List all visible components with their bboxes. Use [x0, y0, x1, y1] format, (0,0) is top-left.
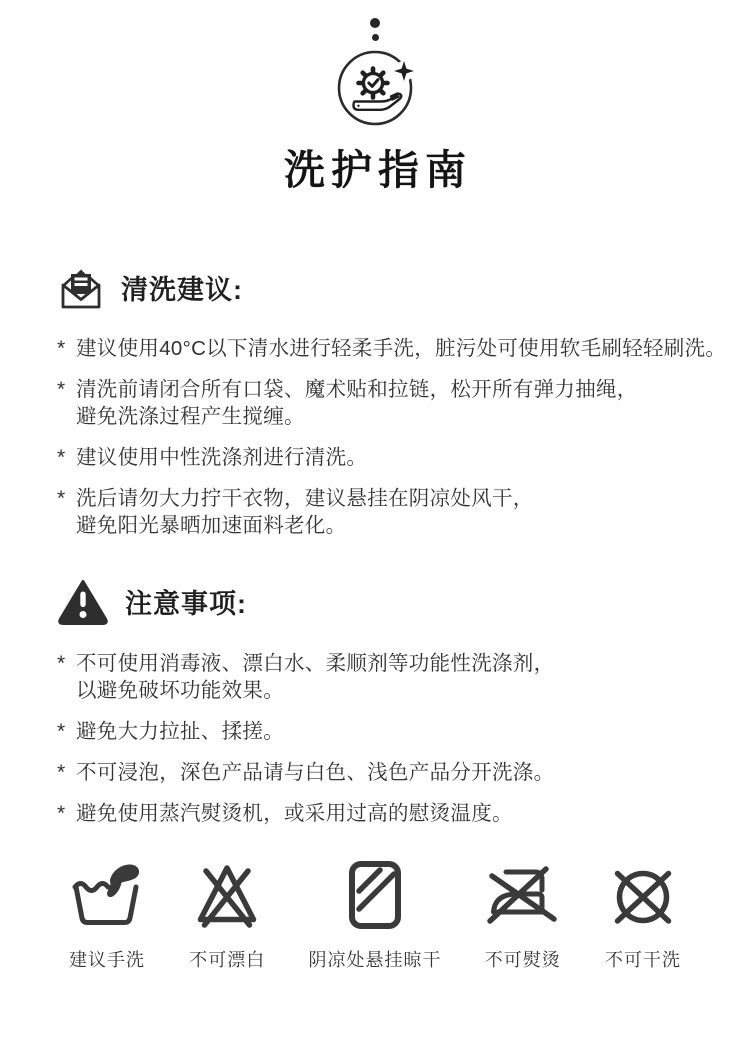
- bullet-marker: *: [57, 446, 66, 470]
- bullet-text: 不可使用消毒液、漂白水、柔顺剂等功能性洗涤剂， 以避免破坏功能效果。: [76, 652, 555, 703]
- care-item-do-not-bleach: [188, 857, 266, 972]
- envelope-icon: [57, 264, 105, 310]
- gear-hand-service-icon: [333, 45, 417, 129]
- section-header-cleaning: [57, 264, 732, 310]
- care-item-hang-dry-in-shade: [309, 857, 442, 972]
- bullet-item: [57, 759, 732, 786]
- bullet-text: 建议使用中性洗涤剂进行清洗。: [76, 446, 368, 470]
- bullet-text: 避免使用蒸汽熨烫机，或采用过高的慰烫温度。: [76, 802, 513, 826]
- bullet-marker: *: [57, 761, 66, 785]
- bullet-item: [57, 718, 732, 745]
- care-item-hand-wash: [68, 857, 146, 972]
- bullet-text: 建议使用40°C以下清水进行轻柔手洗，脏污处可使用软毛刷轻轻刷洗。: [76, 337, 727, 361]
- bullet-item: [57, 485, 732, 539]
- content: [0, 264, 750, 827]
- care-label: 阴凉处悬挂晾干: [308, 950, 442, 971]
- bullet-text: 避免大力拉扯、揉搓。: [76, 720, 284, 744]
- care-label: 不可干洗: [605, 950, 681, 971]
- bullet-text: 洗后请勿大力拧干衣物，建议悬挂在阴凉处风干， 避免阳光暴晒加速面料老化。: [76, 487, 534, 538]
- bullet-item: [57, 650, 732, 704]
- care-symbols-row: [0, 857, 750, 972]
- bullet-marker: *: [57, 487, 66, 511]
- bullet-marker: *: [57, 337, 66, 361]
- bullet-marker: *: [57, 802, 66, 826]
- hand-wash-icon: [68, 857, 146, 935]
- warning-icon: [57, 577, 109, 625]
- care-label: 不可熨烫: [484, 950, 561, 971]
- care-item-do-not-dry-clean: [604, 857, 682, 972]
- section-header-cautions: [57, 577, 732, 625]
- care-label: 不可漂白: [189, 950, 266, 971]
- bullet-marker: *: [57, 652, 66, 676]
- bullet-item: [57, 376, 732, 430]
- bullet-marker: *: [57, 720, 66, 744]
- do-not-iron-icon: [484, 857, 562, 935]
- section-title-cleaning: 清洗建议:: [121, 274, 243, 305]
- bullet-item: [57, 335, 732, 362]
- decor-dot-small: [372, 34, 379, 41]
- do-not-bleach-icon: [188, 857, 266, 935]
- bullet-item: [57, 800, 732, 827]
- cleaning-bullet-list: [57, 335, 732, 539]
- care-item-do-not-iron: [484, 857, 562, 972]
- section-title-cautions: 注意事项:: [125, 588, 247, 619]
- cautions-bullet-list: [57, 650, 732, 827]
- page-title: 洗护指南: [284, 147, 472, 193]
- do-not-dry-clean-icon: [604, 857, 682, 935]
- decor-dot-large: [370, 18, 380, 28]
- bullet-text: 清洗前请闭合所有口袋、魔术贴和拉链，松开所有弹力抽绳， 避免洗涤过程产生搅缠。: [76, 378, 638, 429]
- hero: [0, 0, 750, 194]
- bullet-marker: *: [57, 378, 66, 402]
- bullet-item: [57, 444, 732, 471]
- care-label: 建议手洗: [69, 950, 145, 971]
- bullet-text: 不可浸泡，深色产品请与白色、浅色产品分开洗涤。: [76, 761, 555, 785]
- hang-dry-in-shade-icon: [336, 857, 414, 935]
